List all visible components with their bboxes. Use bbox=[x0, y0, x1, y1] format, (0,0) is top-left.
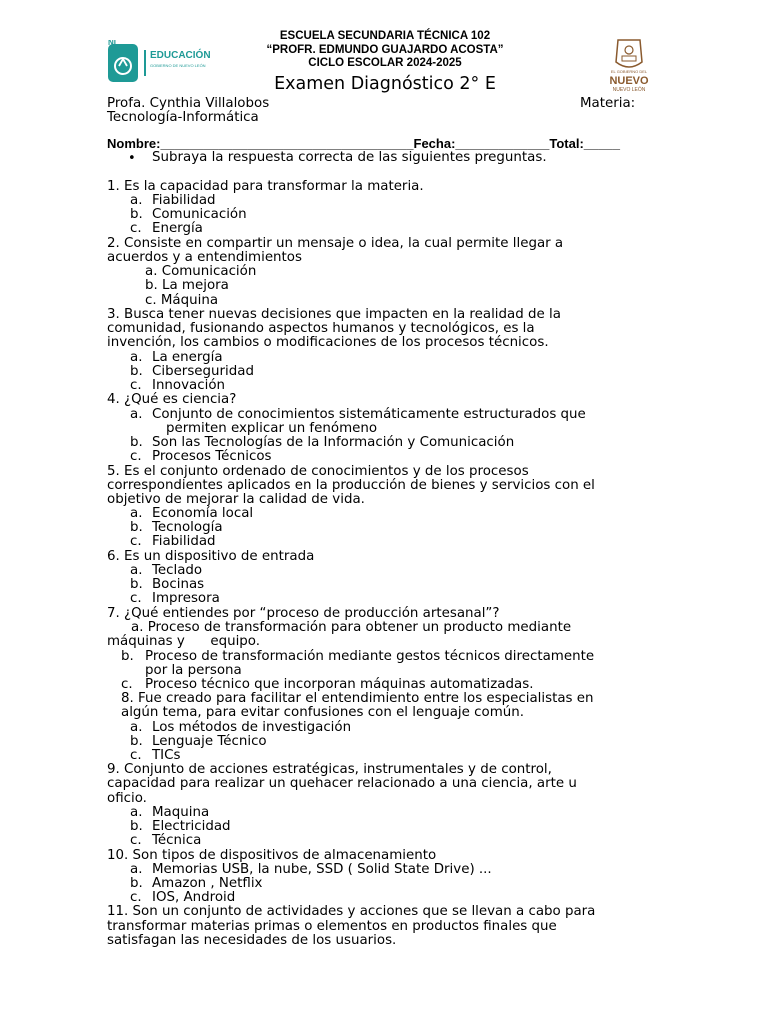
option-text: Son las Tecnologías de la Información y Comunicación bbox=[152, 435, 515, 450]
question-9-cont: oficio. bbox=[107, 791, 147, 806]
option-text: La energía bbox=[152, 350, 223, 365]
question-6: 6. Es un dispositivo de entrada bbox=[107, 549, 315, 564]
nuevo-leon-seal-icon bbox=[598, 38, 660, 92]
option-label: a. bbox=[130, 506, 143, 521]
exam-title: Examen Diagnóstico 2° E bbox=[274, 74, 496, 94]
option-text: Lenguaje Técnico bbox=[152, 734, 267, 749]
option-text: Fiabilidad bbox=[152, 534, 216, 549]
question-7: 7. ¿Qué entiendes por “proceso de producción artesanal”? bbox=[107, 606, 500, 621]
question-5-cont: objetivo de mejorar la calidad de vida. bbox=[107, 492, 365, 507]
subject-label: Materia: bbox=[580, 96, 636, 111]
question-1: 1. Es la capacidad para transformar la materia. bbox=[107, 179, 424, 194]
option-label: a. bbox=[130, 350, 143, 365]
option-text: Los métodos de investigación bbox=[152, 720, 352, 735]
option-label: a. bbox=[130, 563, 143, 578]
option-label: b. bbox=[121, 649, 134, 664]
option-text: Proceso de transformación mediante gestos técnicos directamente bbox=[145, 649, 595, 664]
student-fields: Nombre:___________________________________Fecha:_____________Total:_____ bbox=[107, 136, 620, 151]
question-5: 5. Es el conjunto ordenado de conocimientos y de los procesos bbox=[107, 464, 529, 479]
option-text: Economía local bbox=[152, 506, 254, 521]
option-text: IOS, Android bbox=[152, 890, 236, 905]
question-10: 10. Son tipos de dispositivos de almacenamiento bbox=[107, 848, 437, 863]
question-8: 8. Fue creado para facilitar el entendimiento entre los especialistas en bbox=[121, 691, 594, 706]
option-text: Conjunto de conocimientos sistemáticamente estructurados que bbox=[152, 407, 586, 422]
question-5-cont: correspondientes aplicados en la producción de bienes y servicios con el bbox=[107, 478, 595, 493]
question-11-cont: satisfagan las necesidades de los usuarios. bbox=[107, 933, 397, 948]
option-label: a. bbox=[130, 805, 143, 820]
option-label: b. bbox=[130, 520, 143, 535]
option-label: c. bbox=[130, 221, 142, 236]
logo-education-text: EDUCACIÓN bbox=[150, 50, 211, 61]
bullet-icon: • bbox=[128, 151, 136, 166]
logo-initials: NL bbox=[108, 40, 119, 47]
option-text: Ciberseguridad bbox=[152, 364, 254, 379]
option-label: c. bbox=[130, 378, 142, 393]
option-text: Técnica bbox=[152, 833, 202, 848]
question-4: 4. ¿Qué es ciencia? bbox=[107, 392, 237, 407]
teacher-name: Profa. Cynthia Villalobos bbox=[107, 96, 270, 111]
school-header bbox=[200, 30, 570, 71]
option-label: b. bbox=[130, 435, 143, 450]
option-label: a. bbox=[130, 862, 143, 877]
subject-name: Tecnología-Informática bbox=[107, 110, 259, 125]
option-text: Proceso técnico que incorporan máquinas automatizadas. bbox=[145, 677, 534, 692]
question-3: 3. Busca tener nuevas decisiones que impacten en la realidad de la bbox=[107, 307, 561, 322]
logo-tagline: GOBIERNO DE NUEVO LEÓN bbox=[150, 63, 206, 68]
option-text: TICs bbox=[152, 748, 181, 763]
question-3-cont: comunidad, fusionando aspectos humanos y tecnológicos, es la bbox=[107, 321, 535, 336]
question-3-cont: invención, los cambios o modificaciones de los procesos técnicos. bbox=[107, 335, 549, 350]
seal-line3: NUEVO LEÓN bbox=[612, 87, 646, 92]
option-label: b. bbox=[130, 207, 143, 222]
option-text: Energía bbox=[152, 221, 203, 236]
option-text-cont: por la persona bbox=[145, 663, 242, 678]
option-text: Maquina bbox=[152, 805, 210, 820]
option-text: Bocinas bbox=[152, 577, 205, 592]
option-text-cont: permiten explicar un fenómeno bbox=[166, 421, 378, 436]
instruction: Subraya la respuesta correcta de las siguientes preguntas. bbox=[152, 150, 547, 165]
option-label: c. bbox=[130, 748, 142, 763]
option-text: Memorias USB, la nube, SSD ( Solid State Drive) ... bbox=[152, 862, 492, 877]
option-text: Impresora bbox=[152, 591, 220, 606]
option-label: a. bbox=[130, 720, 143, 735]
option-text-cont: máquinas y equipo. bbox=[107, 634, 261, 649]
school-year: CICLO ESCOLAR 2024-2025 bbox=[308, 57, 462, 69]
option-label: c. bbox=[121, 677, 133, 692]
option-text: Teclado bbox=[152, 563, 203, 578]
option-text: a. Proceso de transformación para obtener un producto mediante bbox=[131, 620, 572, 635]
option-label: c. bbox=[130, 591, 142, 606]
option-label: c. bbox=[130, 449, 142, 464]
option-text: Comunicación bbox=[152, 207, 247, 222]
option-label: a. bbox=[130, 193, 143, 208]
government-logo bbox=[598, 38, 660, 92]
school-honoree: “PROFR. EDMUNDO GUAJARDO ACOSTA” bbox=[266, 43, 504, 56]
question-11: 11. Son un conjunto de actividades y acciones que se llevan a cabo para bbox=[107, 904, 596, 919]
option-text: Procesos Técnicos bbox=[152, 449, 272, 464]
option-text: Innovación bbox=[152, 378, 226, 393]
option-text: Tecnología bbox=[152, 520, 223, 535]
option-text: Fiabilidad bbox=[152, 193, 216, 208]
question-9-cont: capacidad para realizar un quehacer relacionado a una ciencia, arte u bbox=[107, 776, 577, 791]
option-label: c. bbox=[130, 534, 142, 549]
option-text: c. Máquina bbox=[145, 293, 219, 308]
school-name: ESCUELA SECUNDARIA TÉCNICA 102 bbox=[279, 30, 491, 42]
seal-line2: NUEVO bbox=[609, 75, 649, 87]
option-label: b. bbox=[130, 734, 143, 749]
question-2-cont: acuerdos y a entendimientos bbox=[107, 250, 302, 265]
option-label: c. bbox=[130, 890, 142, 905]
question-11-cont: transformar materias primas o elementos en productos finales que bbox=[107, 919, 557, 934]
option-text: Amazon , Netflix bbox=[152, 876, 263, 891]
option-label: a. bbox=[130, 407, 143, 422]
seal-line1: EL GOBIERNO DEL bbox=[610, 69, 648, 74]
option-text: b. La mejora bbox=[145, 278, 229, 293]
question-2: 2. Consiste en compartir un mensaje o idea, la cual permite llegar a bbox=[107, 236, 564, 251]
question-9: 9. Conjunto de acciones estratégicas, instrumentales y de control, bbox=[107, 762, 552, 777]
option-label: b. bbox=[130, 364, 143, 379]
option-label: b. bbox=[130, 577, 143, 592]
option-label: b. bbox=[130, 819, 143, 834]
option-text: a. Comunicación bbox=[145, 264, 257, 279]
option-label: c. bbox=[130, 833, 142, 848]
option-text: Electricidad bbox=[152, 819, 231, 834]
question-8-cont: algún tema, para evitar confusiones con el lenguaje común. bbox=[121, 705, 524, 720]
option-label: b. bbox=[130, 876, 143, 891]
